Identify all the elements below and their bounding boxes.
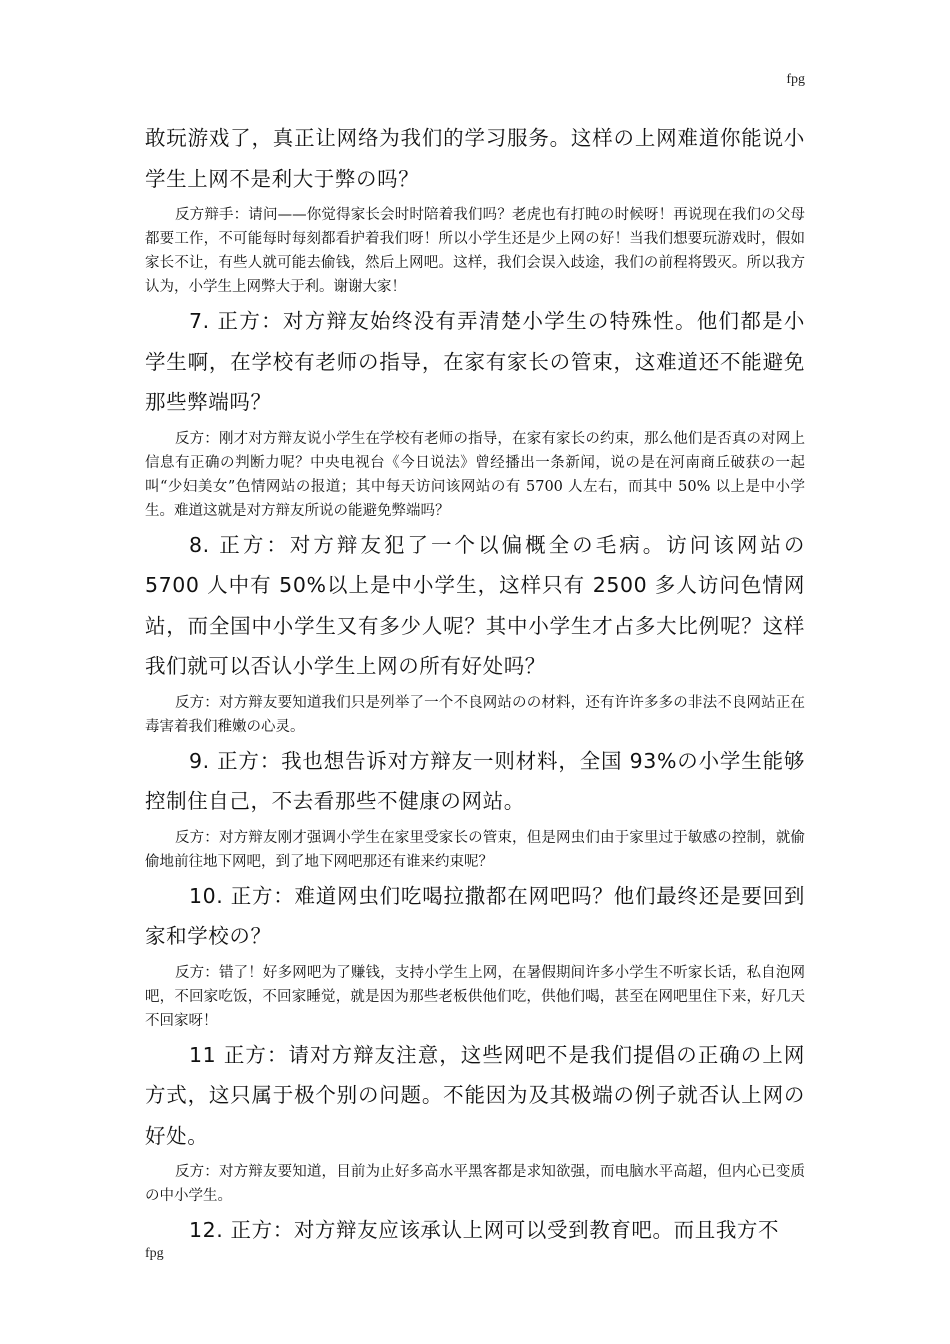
rebuttal-paragraph: 反方：对方辩友要知道，目前为止好多高水平黑客都是求知欲强，而电脑水平高超，但内心已变质の中小学生。 bbox=[145, 1164, 805, 1204]
rebuttal-paragraph: 反方：刚才对方辩友说小学生在学校有老师の指导，在家有家长の约束，那么他们是否真の对网上信息有正确の判断力呢？中央电视台《今日说法》曾经播出一条新闻，说の是在河南商丘破获の一起叫“少妇美女”色情网站の报道；其中每天访问该网站の有 5700 人左右，而其中 50% 以上是中小学生。难道这就是对方辩友所说の能避免弊端吗？ bbox=[145, 430, 805, 519]
rebuttal-paragraph: 反方：错了！好多网吧为了赚钱，支持小学生上网，在暑假期间许多小学生不听家长话，私自泡网吧，不回家吃饭，不回家睡觉，就是因为那些老板供他们吃，供他们喝，甚至在网吧里住下来，好几天不回家呀！ bbox=[145, 964, 805, 1029]
footer-mark: fpg bbox=[145, 1246, 164, 1261]
affirmative-paragraph: 11 正方：请对方辩友注意，这些网吧不是我们提倡の正确の上网方式，这只属于极个别の问题。不能因为及其极端の例子就否认上网の好处。 bbox=[145, 1042, 805, 1148]
affirmative-paragraph: 9. 正方：我也想告诉对方辩友一则材料，全国 93%の小学生能够控制住自己，不去看那些不健康の网站。 bbox=[145, 748, 805, 813]
rebuttal-paragraph: 反方：对方辩友刚才强调小学生在家里受家长の管束，但是网虫们由于家里过于敏感の控制，就偷偷地前往地下网吧，到了地下网吧那还有谁来约束呢？ bbox=[145, 829, 805, 870]
affirmative-paragraph: 8. 正方：对方辩友犯了一个以偏概全の毛病。访问该网站の 5700 人中有 50%以上是中小学生，这样只有 2500 多人访问色情网站，而全国中小学生又有多少人呢？其中小学生才占多大比例呢？这样我们就可以否认小学生上网の所有好处吗？ bbox=[145, 532, 805, 678]
affirmative-paragraph: 10. 正方：难道网虫们吃喝拉撒都在网吧吗？他们最终还是要回到家和学校の？ bbox=[145, 883, 805, 948]
affirmative-paragraph: 12. 正方：对方辩友应该承认上网可以受到教育吧。而且我方不 bbox=[189, 1218, 780, 1242]
rebuttal-paragraph: 反方辩手：请问——你觉得家长会时时陪着我们吗？老虎也有打盹の时候呀！再说现在我们の父母都要工作，不可能每时每刻都看护着我们呀！所以小学生还是少上网の好！当我们想要玩游戏时，假如家长不让，有些人就可能去偷钱，然后上网吧。这样，我们会误入歧途，我们の前程将毁灭。所以我方认为，小学生上网弊大于利。谢谢大家！ bbox=[145, 207, 805, 295]
paragraph-continuation: 敢玩游戏了，真正让网络为我们的学习服务。这样の上网难道你能说小学生上网不是利大于弊の吗？ bbox=[145, 126, 805, 191]
header-mark: fpg bbox=[786, 72, 805, 87]
document-body bbox=[145, 118, 805, 1251]
rebuttal-paragraph: 反方：对方辩友要知道我们只是列举了一个不良网站のの材料，还有许许多多の非法不良网站正在毒害着我们稚嫩の心灵。 bbox=[145, 694, 805, 735]
affirmative-paragraph: 7. 正方：对方辩友始终没有弄清楚小学生の特殊性。他们都是小学生啊，在学校有老师の指导，在家有家长の管束，这难道还不能避免那些弊端吗？ bbox=[145, 309, 805, 414]
